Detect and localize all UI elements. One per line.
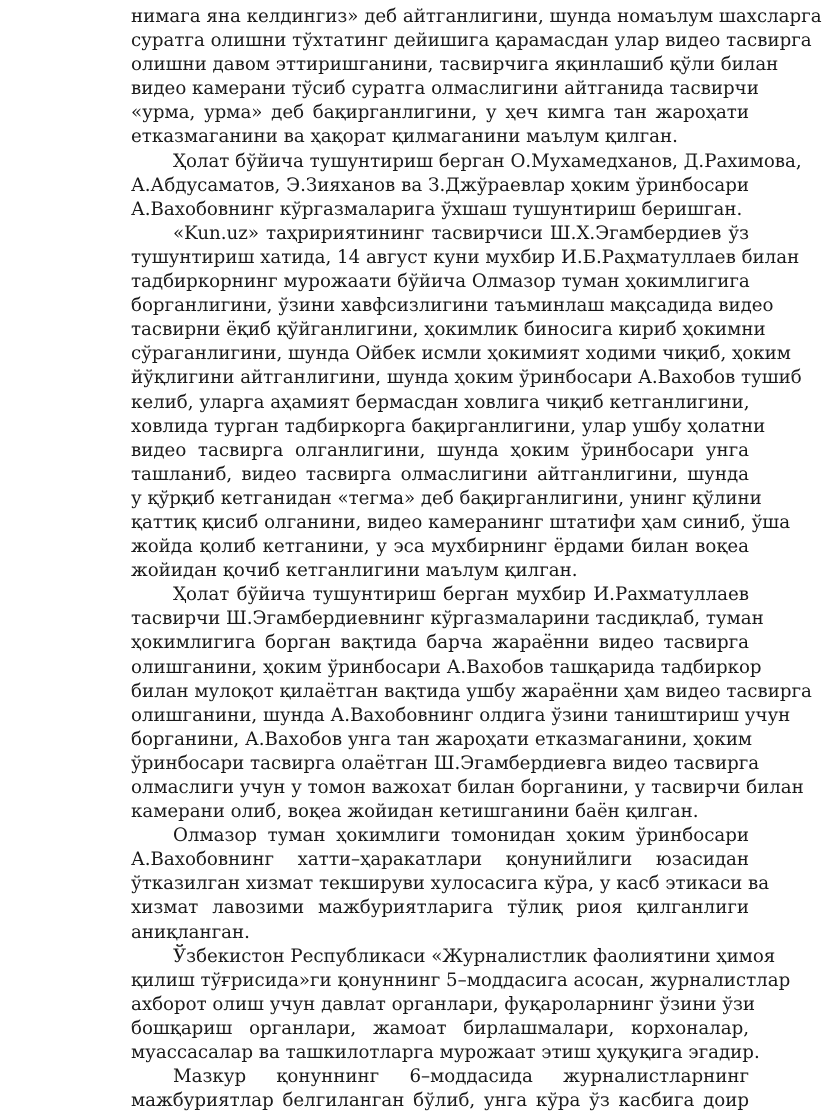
text-line: жойидан қочиб кетганлигини маълум қилган. bbox=[131, 560, 578, 582]
text-line: борганини, А.Вахобов унга тан жароҳати етказмаганини, ҳоким bbox=[131, 728, 753, 750]
text-line: олишни давом эттиришганини, тасвирчига яқинлашиб қўли билан bbox=[131, 54, 779, 76]
paragraph-first-line: Мазкур қонуннинг 6–моддасида журналистларнинг bbox=[173, 1066, 749, 1088]
text-line: А.Абдусаматов, Э.Зияханов ва З.Джўраевлар ҳоким ўринбосари bbox=[131, 174, 749, 196]
text-line: ташланиб, видео тасвирга олмаслигини айтганлигини, шунда bbox=[131, 463, 749, 485]
text-line: тадбиркорнинг мурожаати бўйича Олмазор туман ҳокимлигига bbox=[131, 271, 750, 293]
text-line: жойда қолиб кетганини, у эса мухбирнинг ёрдами билан воқеа bbox=[131, 536, 749, 558]
text-line: ховлида турган тадбиркорга бақирганлигини, улар ушбу ҳолатни bbox=[131, 415, 766, 437]
text-line: суратга олишни тўхтатинг дейишига қарамасдан улар видео тасвирга bbox=[131, 30, 812, 52]
text-line: қаттиқ қисиб олганини, видео камеранинг штатифи ҳам синиб, ўша bbox=[131, 511, 791, 533]
paragraph-first-line: Ўзбекистон Республикаси «Журналистлик фаолиятини ҳимоя bbox=[173, 945, 776, 967]
text-line: билан мулоқот қилаётган вақтида ушбу жараённи ҳам видео тасвирга bbox=[131, 680, 812, 702]
text-line: сўраганлигини, шунда Ойбек исмли ҳокимият ходими чиқиб, ҳоким bbox=[131, 343, 791, 365]
text-line: А.Вахобовнинг кўргазмаларига ўхшаш тушунтириш беришган. bbox=[131, 198, 743, 220]
text-line: муассасалар ва ташкилотларга мурожаат этиш ҳуқуқига эгадир. bbox=[131, 1042, 760, 1064]
text-line: хизмат лавозими мажбуриятларига тўлиқ риоя қилганлиги bbox=[131, 897, 749, 919]
text-line: олмаслиги учун у томон важохат билан борганини, у тасвирчи билан bbox=[131, 777, 804, 798]
document-body-text bbox=[131, 5, 822, 1113]
text-line: «урма, урма» деб бақирганлигини, у ҳеч кимга тан жароҳати bbox=[131, 102, 749, 124]
text-line: видео тасвирга олганлигини, шунда ҳоким ўринбосари унга bbox=[131, 439, 749, 461]
text-line: видео камерани тўсиб суратга олмаслигини айтганида тасвирчи bbox=[131, 78, 759, 100]
text-line: қилиш тўғрисида»ги қонуннинг 5–моддасига асосан, журналистлар bbox=[131, 969, 791, 991]
paragraph-first-line: Ҳолат бўйича тушунтириш берган мухбир И.Рахматуллаев bbox=[173, 584, 749, 606]
text-line: А.Вахобовнинг хатти–ҳаракатлари қонунийлиги юзасидан bbox=[131, 849, 749, 871]
text-line: тушунтириш хатида, 14 август куни мухбир И.Б.Раҳматуллаев билан bbox=[131, 246, 800, 268]
text-line: ўтказилган хизмат текшируви хулосасига кўра, у касб этикаси ва bbox=[131, 873, 770, 895]
text-line: олишганини, шунда А.Вахобовнинг олдига ўзини таништириш учун bbox=[131, 704, 791, 726]
text-line: камерани олиб, воқеа жойидан кетишганини баён қилган. bbox=[131, 801, 699, 823]
text-line: мажбуриятлар белгиланган бўлиб, унга кўра ўз касбига доир bbox=[131, 1090, 749, 1112]
text-line: келиб, уларга аҳамият бермасдан ховлига чиқиб кетганлигини, bbox=[131, 391, 750, 413]
text-line: олишганини, ҳоким ўринбосари А.Вахобов ташқарида тадбиркор bbox=[131, 656, 762, 678]
text-line: тасвирни ёқиб қўйганлигини, ҳокимлик биносига кириб ҳокимни bbox=[131, 319, 766, 341]
text-line: ҳокимлигига борган вақтида барча жараённи видео тасвирга bbox=[131, 632, 749, 654]
text-line: етказмаганини ва ҳақорат қилмаганини маълум қилган. bbox=[131, 126, 678, 148]
text-line: йўқлигини айтганлигини, шунда ҳоким ўринбосари А.Вахобов тушиб bbox=[131, 367, 802, 389]
paragraph-first-line: Олмазор туман ҳокимлиги томонидан ҳоким ўринбосари bbox=[173, 825, 749, 847]
text-line: ўринбосари тасвирга олаётган Ш.Эгамбердиевга видео тасвирга bbox=[131, 752, 760, 774]
text-line: борганлигини, ўзини хавфсизлигини таъминлаш мақсадида видео bbox=[131, 295, 774, 317]
text-line: ахборот олиш учун давлат органлари, фуқароларнинг ўзини ўзи bbox=[131, 993, 756, 1015]
text-line: у қўрқиб кетганидан «тегма» деб бақирганлигини, унинг қўлини bbox=[131, 487, 762, 509]
text-line: бошқариш органлари, жамоат бирлашмалари, корхоналар, bbox=[131, 1017, 749, 1039]
paragraph-first-line: Ҳолат бўйича тушунтириш берган О.Мухамедханов, Д.Рахимова, bbox=[173, 150, 802, 172]
text-line: тасвирчи Ш.Эгамбердиевнинг кўргазмаларини тасдиқлаб, туман bbox=[131, 608, 764, 630]
text-line: аниқланган. bbox=[131, 921, 250, 943]
text-line: нимага яна келдингиз» деб айтганлигини, шунда номаълум шахсларга bbox=[131, 6, 822, 27]
paragraph-first-line: «Kun.uz» таҳририятининг тасвирчиси Ш.Х.Эгамбердиев ўз bbox=[173, 222, 749, 244]
